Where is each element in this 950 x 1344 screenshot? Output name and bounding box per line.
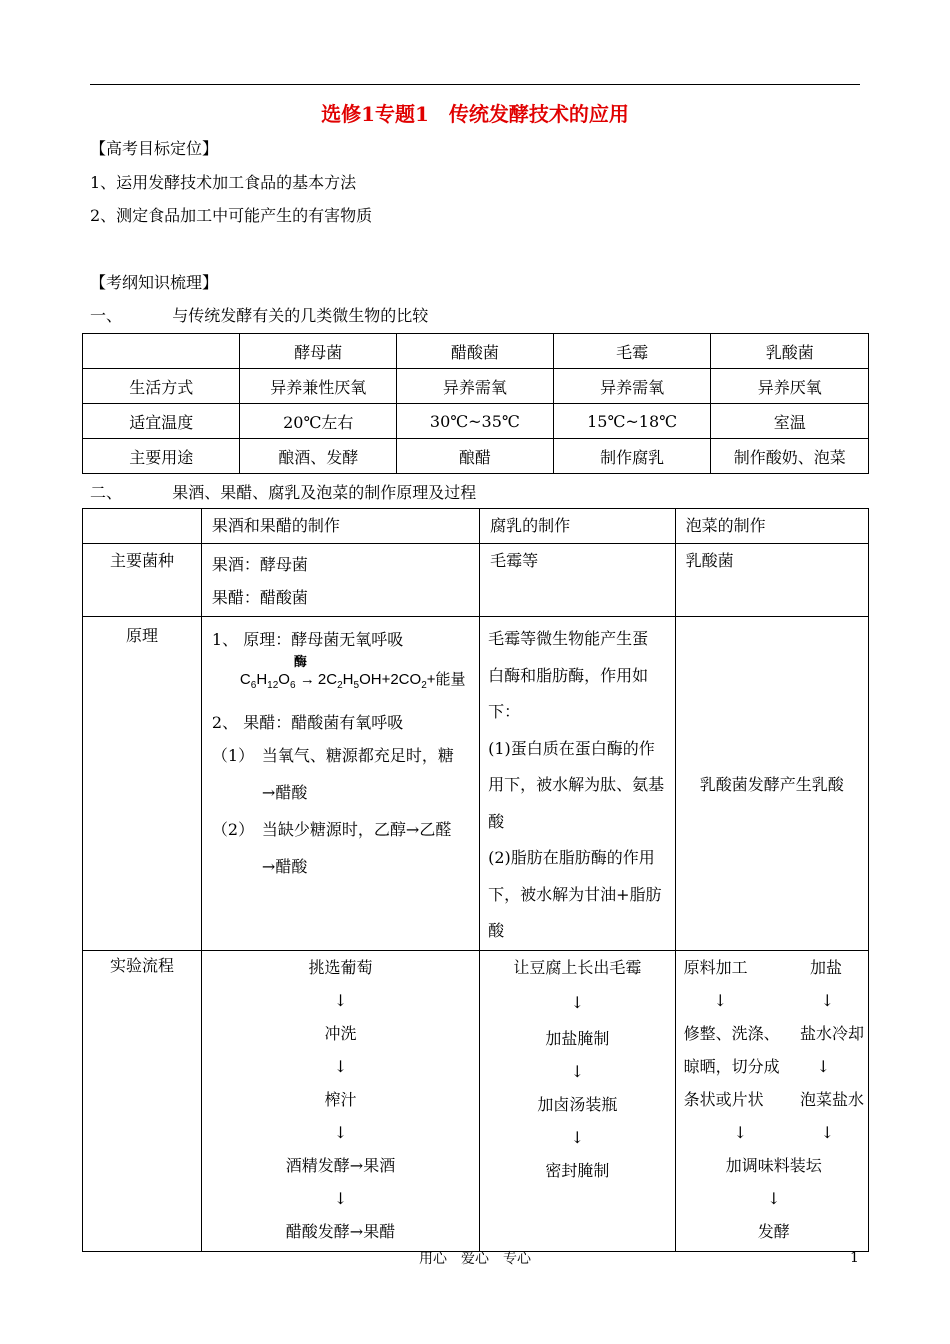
down-arrow-icon: ↓ bbox=[820, 1122, 834, 1142]
table-header-cell: 酵母菌 bbox=[240, 334, 397, 369]
pickle-flow-row bbox=[684, 1050, 864, 1083]
table-cell: 15℃~18℃ bbox=[553, 404, 711, 439]
flow-sufu bbox=[480, 950, 676, 1251]
table-cell: 制作腐乳 bbox=[553, 439, 711, 474]
species-vinegar: 果醋：醋酸菌 bbox=[211, 588, 308, 607]
formula-products: $2C_2H_5OH+2CO_2+$能量 bbox=[317, 671, 466, 691]
row-label: 原理 bbox=[83, 617, 202, 951]
flow-step: 酒精发酵→果酒 bbox=[285, 1155, 396, 1175]
flow-wine-vinegar bbox=[201, 950, 479, 1251]
table-header-cell: 果酒和果醋的制作 bbox=[201, 509, 479, 544]
flow-step: 条状或片状 bbox=[683, 1089, 764, 1109]
table-cell: 异养需氧 bbox=[553, 369, 711, 404]
subitem-number: （2） bbox=[211, 820, 255, 839]
fermentation-process-table bbox=[82, 508, 869, 1252]
microbe-comparison-table bbox=[82, 333, 869, 474]
sufu-line: 酸 bbox=[488, 811, 505, 831]
table-row bbox=[83, 369, 869, 404]
sufu-line: 酸 bbox=[488, 921, 505, 940]
sufu-line: (1)蛋白质在蛋白酶的作 bbox=[488, 738, 655, 758]
subitem-number: （1） bbox=[211, 746, 255, 765]
section-goal-heading: 【高考目标定位】 bbox=[90, 139, 219, 158]
sufu-line: 毛霉等微生物能产生蛋 bbox=[488, 629, 649, 648]
pickle-flow-row bbox=[684, 1116, 864, 1149]
page-footer: 用心 爱心 专心 bbox=[419, 1251, 531, 1267]
sufu-line: (2)脂肪在脂肪酶的作用 bbox=[488, 848, 655, 867]
section-outline-heading: 【考纲知识梳理】 bbox=[90, 273, 219, 292]
sufu-line: 下： bbox=[488, 702, 521, 721]
formula-glucose: $C_6H_{12}O_6$ bbox=[239, 671, 296, 691]
table-cell bbox=[83, 334, 240, 369]
principle-subitem bbox=[212, 739, 475, 772]
subitem-text: 当缺少糖源时，乙醇→乙醛 bbox=[261, 820, 452, 839]
subitem-text: 当氧气、糖源都充足时，糖 bbox=[261, 746, 454, 765]
table-row bbox=[83, 617, 869, 951]
principle-subitem bbox=[212, 813, 475, 846]
flow-step: 晾晒，切分成 bbox=[683, 1056, 780, 1076]
flow-step: 让豆腐上长出毛霉 bbox=[513, 957, 642, 977]
header-rule bbox=[90, 84, 860, 85]
down-arrow-icon: ↓ bbox=[333, 990, 348, 1010]
flow-step: 加盐腌制 bbox=[545, 1028, 610, 1048]
part2-number: 二、 bbox=[90, 483, 123, 502]
formula-arrow: → bbox=[299, 671, 315, 688]
flow-step: 加调味料装坛 bbox=[725, 1155, 822, 1175]
flow-step: 冲洗 bbox=[324, 1023, 357, 1043]
flow-pickle bbox=[675, 950, 868, 1251]
down-arrow-icon: ↓ bbox=[713, 990, 728, 1010]
table-row bbox=[83, 509, 869, 544]
table-header-cell: 泡菜的制作 bbox=[675, 509, 868, 544]
table-row bbox=[83, 404, 869, 439]
row-label: 实验流程 bbox=[83, 950, 202, 1251]
goal-item-1: 1、运用发酵技术加工食品的基本方法 bbox=[90, 173, 357, 192]
table-header-cell: 乳酸菌 bbox=[711, 334, 869, 369]
table-row bbox=[83, 334, 869, 369]
table-cell: 异养需氧 bbox=[396, 369, 553, 404]
principle-sufu bbox=[480, 617, 676, 951]
down-arrow-icon: ↓ bbox=[816, 1056, 830, 1076]
down-arrow-icon: ↓ bbox=[333, 1188, 348, 1208]
species-sufu: 毛霉等 bbox=[480, 544, 676, 617]
table-cell: 酿醋 bbox=[396, 439, 553, 474]
flow-step: 挑选葡萄 bbox=[308, 957, 373, 977]
sufu-line: 下，被水解为甘油+脂肪 bbox=[488, 884, 662, 904]
principle-subitem-cont: →醋酸 bbox=[261, 783, 308, 802]
flow-step: 醋酸发酵→果醋 bbox=[285, 1221, 396, 1241]
down-arrow-icon: ↓ bbox=[333, 1122, 348, 1142]
principle-wine-vinegar bbox=[201, 617, 479, 951]
table-header-cell: 毛霉 bbox=[553, 334, 711, 369]
table-cell: 酿酒、发酵 bbox=[240, 439, 397, 474]
goal-item-2: 2、测定食品加工中可能产生的有害物质 bbox=[90, 206, 373, 225]
principle-line: 1、 原理：酵母菌无氧呼吸 bbox=[211, 630, 404, 649]
sufu-line: 白酶和脂肪酶，作用如 bbox=[488, 665, 649, 685]
flow-step: 泡菜盐水 bbox=[799, 1089, 864, 1109]
table-header-cell: 腐乳的制作 bbox=[480, 509, 676, 544]
table-row bbox=[83, 439, 869, 474]
sufu-line: 用下，被水解为肽、氨基 bbox=[488, 775, 665, 794]
row-label: 主要用途 bbox=[83, 439, 240, 474]
row-label: 适宜温度 bbox=[83, 404, 240, 439]
pickle-flow-row bbox=[684, 951, 864, 984]
row-label: 生活方式 bbox=[83, 369, 240, 404]
flow-step: 密封腌制 bbox=[545, 1160, 610, 1180]
species-wine: 果酒：酵母菌 bbox=[211, 555, 308, 574]
pickle-flow-row bbox=[684, 1083, 864, 1116]
principle-line: 2、 果醋：醋酸菌有氧呼吸 bbox=[211, 713, 404, 732]
flow-step: 加卤汤装瓶 bbox=[537, 1094, 618, 1114]
flow-step: 修整、洗涤、 bbox=[683, 1023, 780, 1043]
flow-step: 发酵 bbox=[757, 1221, 790, 1241]
principle-pickle: 乳酸菌发酵产生乳酸 bbox=[675, 617, 868, 951]
table-cell: 30℃~35℃ bbox=[396, 404, 553, 439]
down-arrow-icon: ↓ bbox=[820, 990, 834, 1010]
down-arrow-icon: ↓ bbox=[570, 1127, 585, 1147]
part1-text: 与传统发酵有关的几类微生物的比较 bbox=[172, 306, 429, 325]
table-row bbox=[83, 950, 869, 1251]
part1-heading bbox=[90, 303, 428, 326]
table-cell: 室温 bbox=[711, 404, 869, 439]
down-arrow-icon: ↓ bbox=[570, 1061, 585, 1081]
down-arrow-icon: ↓ bbox=[570, 992, 585, 1012]
down-arrow-icon: ↓ bbox=[333, 1056, 348, 1076]
down-arrow-icon: ↓ bbox=[733, 1122, 748, 1142]
table-row bbox=[83, 544, 869, 617]
fermentation-formula bbox=[212, 654, 475, 706]
part2-text: 果酒、果醋、腐乳及泡菜的制作原理及过程 bbox=[172, 483, 477, 502]
table-header-cell: 醋酸菌 bbox=[396, 334, 553, 369]
pickle-flow-row bbox=[684, 1017, 864, 1050]
table-cell bbox=[201, 544, 479, 617]
table-cell: 异养厌氧 bbox=[711, 369, 869, 404]
flow-step: 原料加工 bbox=[683, 957, 748, 977]
part1-number: 一、 bbox=[90, 306, 123, 325]
species-pickle: 乳酸菌 bbox=[675, 544, 868, 617]
table-cell bbox=[83, 509, 202, 544]
table-cell: 20℃左右 bbox=[240, 404, 397, 439]
pickle-flow-row bbox=[684, 984, 864, 1017]
enzyme-label: 酶 bbox=[293, 654, 307, 669]
flow-step: 加盐 bbox=[809, 957, 842, 977]
flow-step: 榨汁 bbox=[324, 1089, 357, 1109]
down-arrow-icon: ↓ bbox=[767, 1188, 781, 1208]
table-cell: 制作酸奶、泡菜 bbox=[711, 439, 869, 474]
part2-heading bbox=[90, 480, 476, 503]
page-title: 选修1专题1 传统发酵技术的应用 bbox=[321, 102, 629, 126]
row-label: 主要菌种 bbox=[83, 544, 202, 617]
page-number: 1 bbox=[850, 1250, 859, 1266]
flow-step: 盐水冷却 bbox=[799, 1023, 864, 1043]
principle-subitem-cont: →醋酸 bbox=[261, 857, 308, 876]
table-cell: 异养兼性厌氧 bbox=[240, 369, 397, 404]
